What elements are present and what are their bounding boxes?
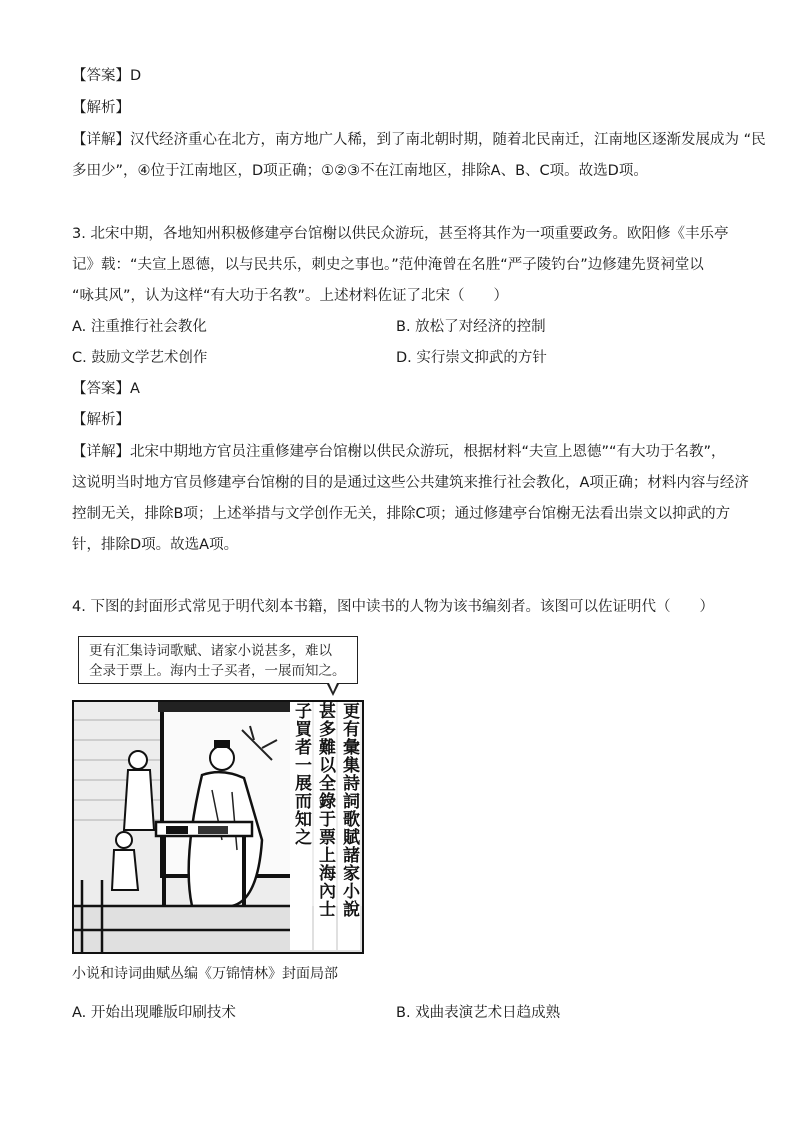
q3-option-d: D. 实行崇文抑武的方针 [396, 350, 547, 366]
q2-answer-line [72, 66, 141, 86]
answer-value: A [130, 381, 140, 397]
answer-label: 【答案】 [72, 68, 130, 84]
q3-stem-line: 记》载：“夫宣上恩德，以与民共乐，刺史之事也。”范仲淹曾在名胜“严子陵钓台”边修建先贤祠堂以 [72, 257, 704, 273]
q3-stem-line: 3. 北宋中期，各地知州积极修建亭台馆榭以供民众游玩，甚至将其作为一项重要政务。欧阳修《丰乐亭 [72, 226, 729, 242]
inscription-column: 子買者一展而知之 [290, 702, 312, 950]
answer-label: 【答案】 [72, 381, 130, 397]
q3-option-b: B. 放松了对经济的控制 [396, 319, 546, 335]
q3-analysis-label: 【解析】 [72, 412, 130, 428]
vertical-inscription [290, 702, 360, 950]
callout-line: 全录于票上。海内士子买者，一展而知之。 [89, 663, 346, 679]
q3-option-c: C. 鼓励文学艺术创作 [72, 350, 208, 366]
callout-line: 更有汇集诗词歌赋、诸家小说甚多，难以 [89, 643, 332, 659]
q3-answer-line [72, 379, 140, 399]
q3-option-a: A. 注重推行社会教化 [72, 319, 207, 335]
q2-detail-line: 【详解】汉代经济重心在北方，南方地广人稀，到了南北朝时期，随着北民南迁，江南地区逐渐发展成为 “民 [72, 132, 766, 148]
q4-stem-line: 4. 下图的封面形式常见于明代刻本书籍，图中读书的人物为该书编刻者。该图可以佐证明代（ ） [72, 599, 714, 615]
q3-detail-line: 控制无关，排除B项；上述举措与文学创作无关，排除C项；通过修建亭台馆榭无法看出崇文以抑武的方 [72, 506, 731, 522]
speech-callout [78, 636, 358, 684]
q3-stem-line: “咏其风”，认为这样“有大功于名教”。上述材料佐证了北宋（ ） [72, 288, 509, 304]
answer-value: D [130, 68, 142, 84]
q3-detail-line: 针，排除D项。故选A项。 [72, 537, 239, 553]
figure-caption: 小说和诗词曲赋丛编《万锦情林》封面局部 [72, 966, 338, 982]
q3-detail-line: 【详解】北宋中期地方官员注重修建亭台馆榭以供民众游玩，根据材料“夫宣上恩德”“有大功于名教”， [72, 444, 726, 460]
inscription-column: 甚多難以全錄于票上海內士 [314, 702, 336, 950]
q4-option-a: A. 开始出现雕版印刷技术 [72, 1005, 236, 1021]
q2-analysis-label: 【解析】 [72, 100, 130, 116]
q2-detail-line: 多田少”，④位于江南地区，D项正确；①②③不在江南地区，排除A、B、C项。故选D项。 [72, 163, 648, 179]
q4-option-b: B. 戏曲表演艺术日趋成熟 [396, 1005, 561, 1021]
inscription-column: 更有彙集詩詞歌賦諸家小說 [338, 702, 360, 950]
q3-detail-line: 这说明当时地方官员修建亭台馆榭的目的是通过这些公共建筑来推行社会教化，A项正确；材料内容与经济 [72, 475, 749, 491]
book-cover-figure [72, 628, 364, 954]
